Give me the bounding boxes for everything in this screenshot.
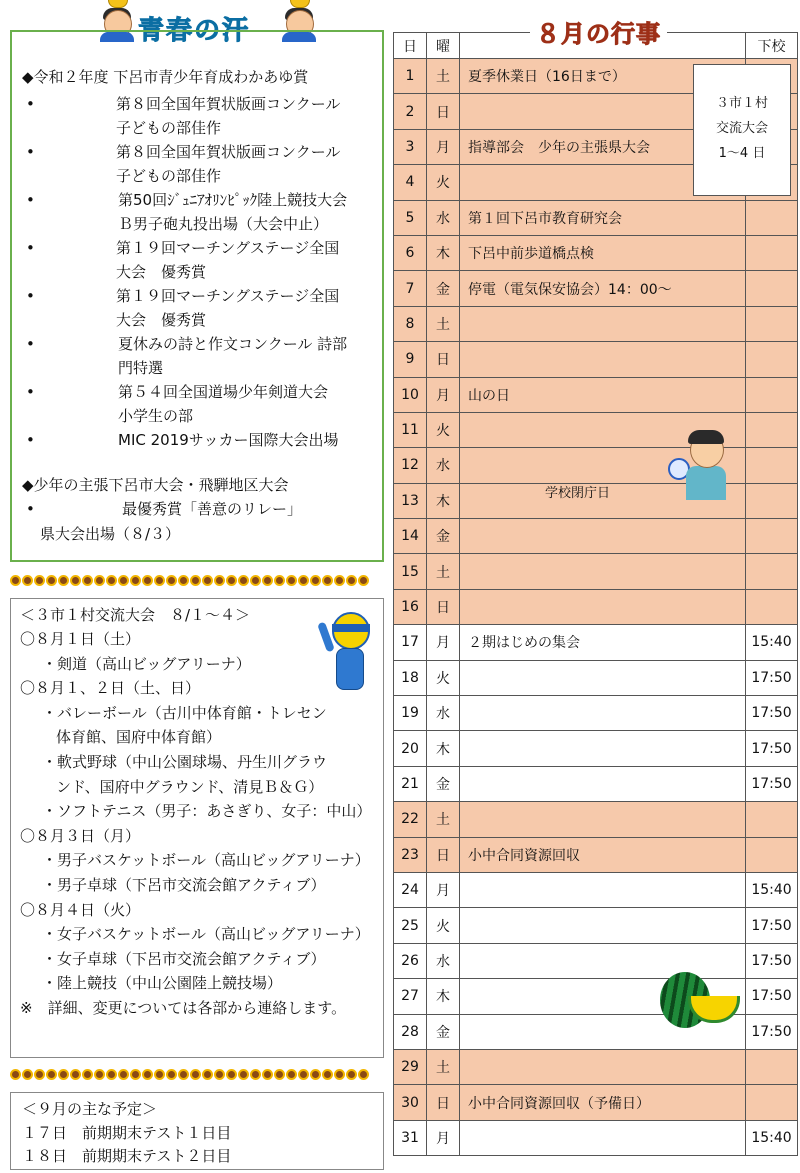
exchange-line: ・ソフトテニス（男子：あさぎり、女子：中山） [42,802,372,821]
day-cell: 7 [394,271,427,306]
calendar-row [394,271,798,306]
calendar-title: ８月の行事 [530,14,667,49]
event-cell [460,766,746,801]
sunflower-icon [346,575,357,586]
weekday-cell: 土 [427,1049,460,1084]
weekday-cell: 火 [427,412,460,447]
mascot-icon [318,608,378,696]
september-line-1: １７日 前期期末テスト１日目 [22,1124,232,1142]
calendar-row [394,837,798,872]
day-cell: 9 [394,342,427,377]
event-cell [460,802,746,837]
sunflower-icon [118,575,129,586]
sunflower-icon [262,1069,273,1080]
sunflower-icon [250,575,261,586]
award-item-line: 小学生の部 [118,407,194,425]
day-cell: 18 [394,660,427,695]
award-item-line: 第１９回マーチングステージ全国 [116,239,340,257]
weekday-cell: 金 [427,519,460,554]
award-item-line: 門特選 [118,359,164,377]
dismissal-cell: 17:50 [746,979,798,1014]
sunflower-icon [70,575,81,586]
callout-line-1: ３市１村 [715,96,768,111]
dismissal-cell [746,554,798,589]
weekday-cell: 木 [427,483,460,518]
exchange-line: 〇８月４日（火） [20,900,141,919]
day-cell: 19 [394,696,427,731]
calendar-row [394,377,798,412]
sunflower-icon [286,1069,297,1080]
sunflower-icon [118,1069,129,1080]
sunflower-icon [10,575,21,586]
calendar-row [394,766,798,801]
day-cell: 3 [394,129,427,164]
award-bullet: • [26,239,35,257]
september-title: ＜９月の主な予定＞ [22,1100,158,1118]
weekday-cell: 月 [427,377,460,412]
event-cell [460,589,746,624]
day-cell: 24 [394,872,427,907]
weekday-cell: 月 [427,625,460,660]
calendar-row [394,1120,798,1155]
sunflower-icon [310,1069,321,1080]
sunflower-icon [178,1069,189,1080]
event-cell [460,554,746,589]
dismissal-cell [746,837,798,872]
award-item-line: MIC 2019サッカー国際大会出場 [118,431,339,449]
award-item-line: 第50回ｼﾞｭﾆｱｵﾘﾝﾋﾟｯｸ陸上競技大会 [118,191,348,209]
day-cell: 14 [394,519,427,554]
day-cell: 16 [394,589,427,624]
exchange-line: ※ 詳細、変更については各部から連絡します。 [20,999,347,1017]
dismissal-cell [746,377,798,412]
sunflower-icon [298,575,309,586]
event-cell: 指導部会 少年の主張県大会 [460,129,746,164]
day-cell: 6 [394,235,427,270]
sunflower-icon [238,1069,249,1080]
school-closed-label: 学校閉庁日 [545,486,611,501]
weekday-cell: 土 [427,554,460,589]
award-item-line: 大会 優秀賞 [116,263,207,281]
weekday-cell: 木 [427,731,460,766]
event-cell: 小中合同資源回収 [460,837,746,872]
dismissal-cell [746,802,798,837]
sunflower-icon [286,575,297,586]
weekday-cell: 金 [427,271,460,306]
day-cell: 5 [394,200,427,235]
calendar-row [394,342,798,377]
sunflower-icon [214,1069,225,1080]
day-cell: 12 [394,448,427,483]
event-cell [460,908,746,943]
day-cell: 10 [394,377,427,412]
day-cell: 15 [394,554,427,589]
exchange-line: ・女子バスケットボール（高山ビッグアリーナ） [42,925,370,944]
weekday-cell: 日 [427,94,460,129]
event-cell: 小中合同資源回収（予備日） [460,1085,746,1120]
dismissal-cell: 17:50 [746,1014,798,1049]
exchange-line: ・女子卓球（下呂市交流会館アクティブ） [42,949,326,968]
sunflower-icon [202,575,213,586]
dismissal-cell [746,342,798,377]
awards-heading: ◆令和２年度 下呂市青少年育成わかあゆ賞 [22,68,309,86]
dismissal-cell [746,271,798,306]
weekday-cell: 日 [427,837,460,872]
calendar-row [394,908,798,943]
boy-with-fan-icon [668,430,738,502]
sunflower-icon [154,1069,165,1080]
calendar-row [394,306,798,341]
weekday-cell: 火 [427,660,460,695]
dismissal-cell: 17:50 [746,766,798,801]
dismissal-cell: 17:50 [746,731,798,766]
sunflower-icon [334,1069,345,1080]
watermelon-icon [658,962,738,1030]
day-cell: 26 [394,943,427,978]
sunflower-icon [10,1069,21,1080]
calendar-row [394,625,798,660]
award-item-line: 夏休みの詩と作文コンクール 詩部 [118,335,348,353]
event-cell [460,660,746,695]
sunflower-icon [262,575,273,586]
dismissal-cell [746,412,798,447]
dismissal-cell [746,589,798,624]
calendar-row [394,660,798,695]
dismissal-cell [746,448,798,483]
sunflower-icon [166,575,177,586]
day-cell: 13 [394,483,427,518]
event-cell: 停電（電気保安協会）14：00～ [460,271,746,306]
dismissal-cell: 17:50 [746,660,798,695]
exchange-line: 〇８月１、２日（土、日） [20,679,201,698]
award-bullet: • [26,95,35,113]
sunflower-icon [34,575,45,586]
weekday-cell: 火 [427,908,460,943]
weekday-cell: 日 [427,589,460,624]
calendar-row [394,200,798,235]
sunflower-icon [298,1069,309,1080]
dismissal-cell: 15:40 [746,1120,798,1155]
weekday-cell: 日 [427,342,460,377]
weekday-cell: 水 [427,448,460,483]
event-cell: ２期はじめの集会 [460,625,746,660]
callout-line-2: 交流大会 [715,121,768,136]
sunflower-icon [346,1069,357,1080]
event-cell [460,872,746,907]
calendar-row [394,872,798,907]
weekday-cell: 水 [427,200,460,235]
day-cell: 20 [394,731,427,766]
sunflower-icon [130,575,141,586]
event-cell [460,306,746,341]
weekday-cell: 土 [427,59,460,94]
exchange-line: ・男子卓球（下呂市交流会館アクティブ） [42,876,326,894]
award-bullet: • [26,287,35,305]
header-school: 下校 [746,33,798,59]
dismissal-cell [746,519,798,554]
sunflower-icon [130,1069,141,1080]
exchange-line: ・陸上競技（中山公園陸上競技場） [42,974,283,993]
sunflower-border-1 [10,574,384,588]
dismissal-cell [746,1085,798,1120]
calendar-row [394,731,798,766]
sunflower-icon [154,575,165,586]
event-cell [460,696,746,731]
sunflower-icon [238,575,249,586]
exchange-line: ・バレーボール（古川中体育館・トレセン [42,703,327,722]
day-cell: 11 [394,412,427,447]
header-weekday: 曜 [427,33,460,59]
day-cell: 17 [394,625,427,660]
award-item-line: 子どもの部佳作 [116,119,222,137]
exchange-callout [693,64,791,196]
dismissal-cell [746,235,798,270]
sunflower-icon [274,575,285,586]
award-bullet: • [26,431,35,449]
sunflower-icon [22,575,33,586]
header-day: 日 [394,33,427,59]
dismissal-cell [746,306,798,341]
weekday-cell: 水 [427,696,460,731]
calendar-row [394,235,798,270]
exchange-title: ＜３市１村交流大会 ８/１～４＞ [20,606,251,624]
sunflower-icon [178,575,189,586]
dismissal-cell: 15:40 [746,625,798,660]
sunflower-icon [322,575,333,586]
exchange-line: 体育館、国府中体育館） [56,728,222,747]
sunflower-icon [70,1069,81,1080]
dismissal-cell: 17:50 [746,696,798,731]
exchange-line: 〇８月１日（土） [20,630,141,648]
sunflower-icon [82,575,93,586]
award-bullet: • [26,191,35,209]
sunflower-icon [202,1069,213,1080]
award-item-2-line1: 最優秀賞「善意のリレー」 [122,500,303,518]
award-bullet: • [26,335,35,353]
event-cell [460,519,746,554]
sunflower-icon [46,1069,57,1080]
weekday-cell: 火 [427,165,460,200]
award-bullet: • [26,143,35,161]
calendar-row [394,802,798,837]
sunflower-icon [226,575,237,586]
exchange-line: ・剣道（高山ビッグアリーナ） [42,654,251,673]
sunflower-icon [250,1069,261,1080]
event-cell: 夏季休業日（16日まで） [460,59,746,94]
award-item-line: 大会 優秀賞 [116,311,207,329]
weekday-cell: 土 [427,306,460,341]
sunflower-icon [166,1069,177,1080]
dismissal-cell: 17:50 [746,943,798,978]
left-header-title: 青春の汗 [138,16,251,46]
september-line-2: １８日 前期期末テスト２日目 [22,1147,232,1165]
weekday-cell: 土 [427,802,460,837]
dismissal-cell [746,483,798,518]
day-cell: 21 [394,766,427,801]
day-cell: 22 [394,802,427,837]
sunflower-icon [142,575,153,586]
sunflower-icon [82,1069,93,1080]
dismissal-cell [746,1049,798,1084]
exchange-line: ・軟式野球（中山公園球場、丹生川グラウ [42,753,328,771]
calendar-row [394,1049,798,1084]
sunflower-icon [334,575,345,586]
event-cell: 第１回下呂市教育研究会 [460,200,746,235]
award-item-line: 子どもの部佳作 [116,167,222,185]
exchange-line: ンド、国府中グラウンド、清見Ｂ＆Ｇ） [56,777,324,796]
dismissal-cell: 17:50 [746,908,798,943]
day-cell: 28 [394,1014,427,1049]
event-cell [460,1049,746,1084]
award-bullet: • [26,500,35,518]
day-cell: 31 [394,1120,427,1155]
weekday-cell: 月 [427,1120,460,1155]
award-item-line: 第１９回マーチングステージ全国 [116,287,340,305]
day-cell: 29 [394,1049,427,1084]
day-cell: 8 [394,306,427,341]
weekday-cell: 水 [427,943,460,978]
event-cell [460,731,746,766]
award-item-line: 第８回全国年賀状版画コンクール [116,95,341,113]
weekday-cell: 金 [427,1014,460,1049]
event-cell [460,342,746,377]
sunflower-icon [358,1069,369,1080]
calendar-row [394,554,798,589]
event-cell [460,1120,746,1155]
sunflower-border-2 [10,1068,384,1082]
sunflower-icon [34,1069,45,1080]
award-item-line: Ｂ男子砲丸投出場（大会中止） [118,215,329,233]
sunflower-icon [214,575,225,586]
sunflower-icon [94,575,105,586]
event-cell: 下呂中前歩道橋点検 [460,235,746,270]
day-cell: 27 [394,979,427,1014]
exchange-line: 〇８月３日（月） [20,826,141,845]
dismissal-cell: 15:40 [746,872,798,907]
weekday-cell: 金 [427,766,460,801]
awards-heading-2: ◆少年の主張下呂市大会・飛騨地区大会 [22,476,289,494]
sunflower-icon [358,575,369,586]
day-cell: 23 [394,837,427,872]
day-cell: 4 [394,165,427,200]
sunflower-icon [142,1069,153,1080]
weekday-cell: 木 [427,235,460,270]
event-cell: 山の日 [460,377,746,412]
day-cell: 25 [394,908,427,943]
sunflower-icon [226,1069,237,1080]
exchange-line: ・男子バスケットボール（高山ビッグアリーナ） [42,851,370,870]
weekday-cell: 月 [427,872,460,907]
calendar-row [394,519,798,554]
award-item-line: 第５４回全国道場少年剣道大会 [118,383,329,401]
sunflower-icon [274,1069,285,1080]
day-cell: 30 [394,1085,427,1120]
calendar-row [394,589,798,624]
sunflower-icon [190,1069,201,1080]
callout-line-3: 1～4 日 [718,146,766,161]
sunflower-icon [58,575,69,586]
day-cell: 1 [394,59,427,94]
award-item-2-line2: 県大会出場（８/３） [40,525,181,543]
sunflower-icon [106,575,117,586]
weekday-cell: 木 [427,979,460,1014]
calendar-row [394,1085,798,1120]
calendar-row [394,696,798,731]
sunflower-icon [58,1069,69,1080]
sunflower-icon [94,1069,105,1080]
day-cell: 2 [394,94,427,129]
sunflower-icon [190,575,201,586]
award-bullet: • [26,383,35,401]
weekday-cell: 日 [427,1085,460,1120]
sunflower-icon [322,1069,333,1080]
award-item-line: 第８回全国年賀状版画コンクール [116,143,341,161]
sunflower-icon [310,575,321,586]
sunflower-icon [106,1069,117,1080]
weekday-cell: 月 [427,129,460,164]
sunflower-icon [46,575,57,586]
sunflower-icon [22,1069,33,1080]
dismissal-cell [746,200,798,235]
